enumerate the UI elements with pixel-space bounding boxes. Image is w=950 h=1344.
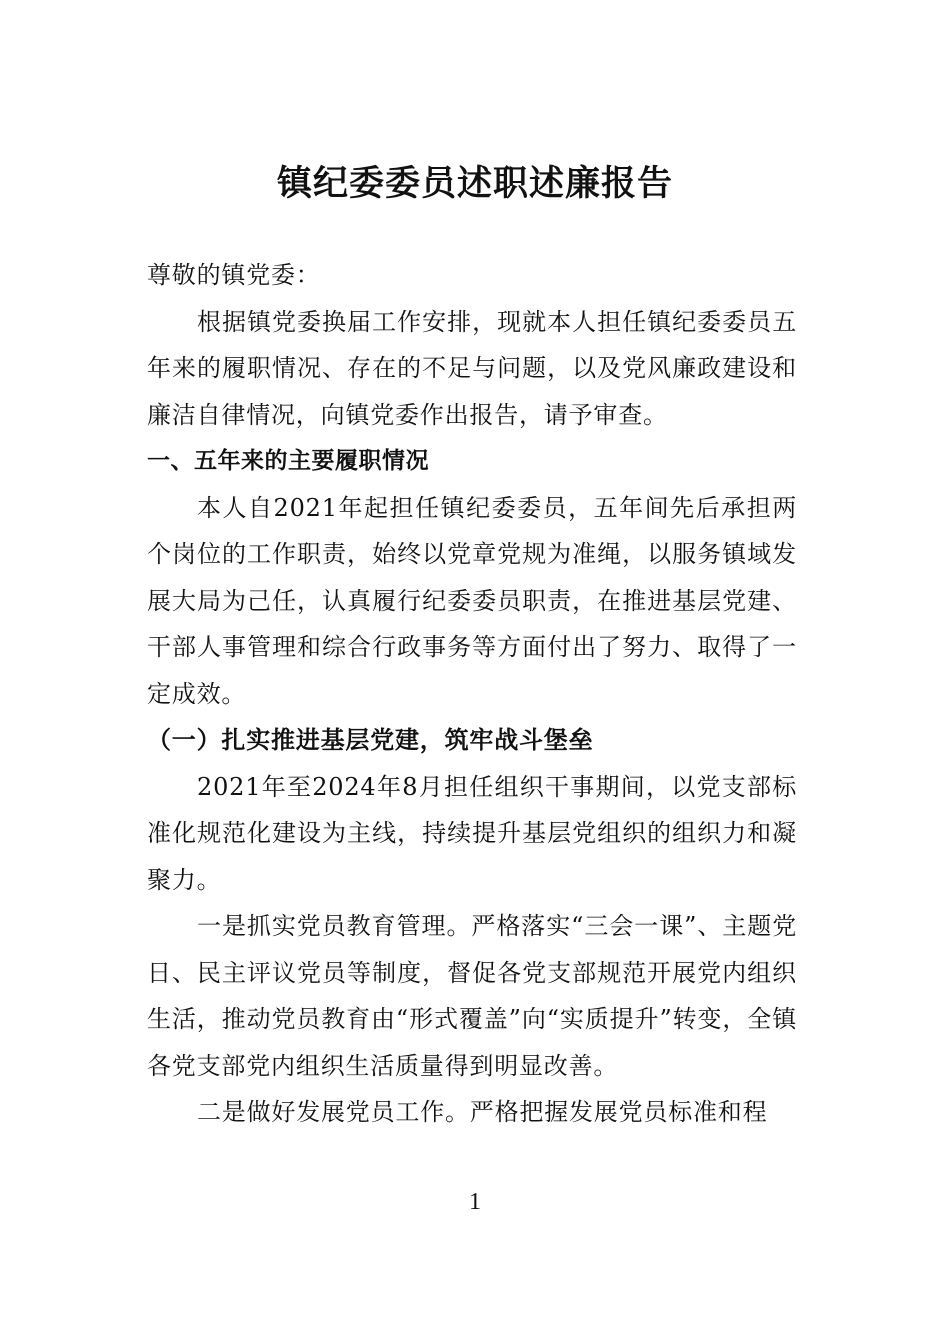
subsection-1-paragraph: 2021年至2024年8月担任组织干事期间，以党支部标准化规范化建设为主线，持续提升基层党组织的组织力和凝聚力。 xyxy=(147,772,797,894)
section-1-paragraph: 本人自2021年起担任镇纪委委员，五年间先后承担两个岗位的工作职责，始终以党章党规为准绳，以服务镇域发展大局为己任，认真履行纪委委员职责，在推进基层党建、干部人事管理和综合行政事务等方面付出了努力、取得了一定成效。 xyxy=(147,493,797,708)
salutation: 尊敬的镇党委： xyxy=(147,261,321,289)
subsection-heading-1: （一）扎实推进基层党建，筑牢战斗堡垒 xyxy=(147,725,594,754)
page-number: 1 xyxy=(469,1189,481,1215)
document-title: 镇纪委委员述职述廉报告 xyxy=(276,163,673,204)
point-2-paragraph: 二是做好发展党员工作。严格把握发展党员标准和程 xyxy=(197,1098,768,1126)
section-heading-1: 一、五年来的主要履职情况 xyxy=(147,448,429,474)
intro-paragraph: 根据镇党委换届工作安排，现就本人担任镇纪委委员五年来的履职情况、存在的不足与问题，以及党风廉政建设和廉洁自律情况，向镇党委作出报告，请予审查。 xyxy=(147,307,797,429)
point-1-paragraph: 一是抓实党员教育管理。严格落实“三会一课”、主题党日、民主评议党员等制度，督促各党支部规范开展党内组织生活，推动党员教育由“形式覆盖”向“实质提升”转变，全镇各党支部党内组织生活质量得到明显改善。 xyxy=(147,912,797,1080)
document-body xyxy=(147,252,797,1136)
